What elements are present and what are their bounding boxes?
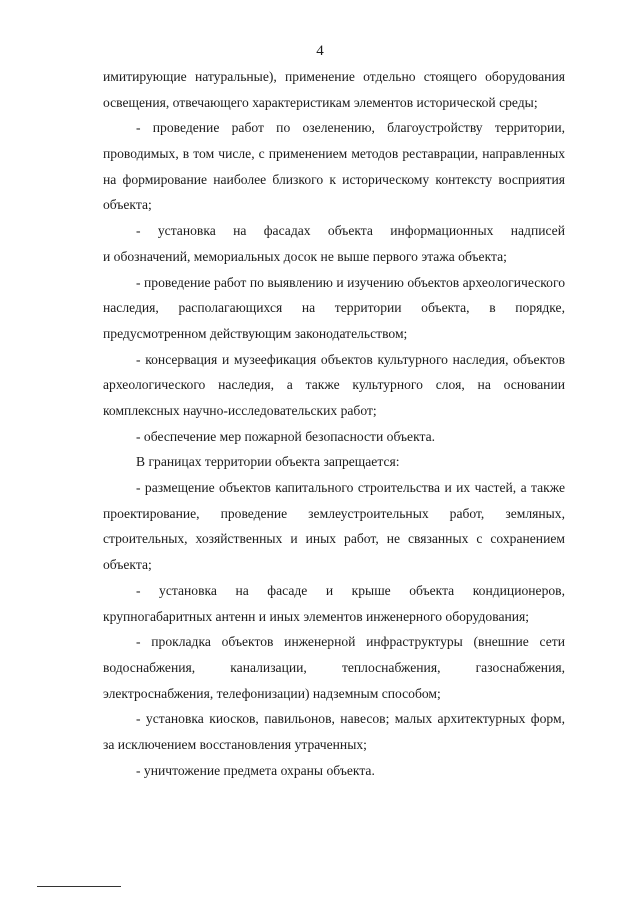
text-line: и обозначений, мемориальных досок не выше первого этажа объекта;: [103, 248, 507, 264]
text-line: - проведение работ по выявлению и изучению объектов археологического: [136, 274, 565, 290]
text-line: строительных, хозяйственных и иных работ, не связанных с сохранением: [103, 531, 565, 547]
text-line: водоснабжения, канализации, теплоснабжения, газоснабжения,: [103, 659, 565, 675]
text-line: - проведение работ по озеленению, благоустройству территории,: [136, 120, 565, 136]
text-line: В границах территории объекта запрещается:: [136, 454, 400, 470]
document-body: [103, 64, 565, 783]
text-line: - уничтожение предмета охраны объекта.: [136, 762, 375, 778]
text-line: - установка на фасадах объекта информационных надписей: [136, 223, 565, 239]
text-line: - установка на фасаде и крыше объекта кондиционеров,: [136, 582, 565, 598]
text-line: крупногабаритных антенн и иных элементов инженерного оборудования;: [103, 608, 530, 624]
text-line: - консервация и музеефикация объектов культурного наследия, объектов: [136, 351, 565, 367]
text-line: предусмотренном действующим законодательством;: [103, 325, 408, 341]
footer-rule: [37, 886, 121, 887]
text-line: объекта;: [103, 197, 152, 213]
page-number: 4: [316, 43, 324, 59]
text-line: - прокладка объектов инженерной инфраструктуры (внешние сети: [136, 634, 565, 650]
text-line: - установка киосков, павильонов, навесов; малых архитектурных форм,: [136, 711, 565, 727]
text-line: электроснабжения, телефонизации) надземным способом;: [103, 685, 441, 701]
text-line: комплексных научно-исследовательских работ;: [103, 403, 377, 418]
text-line: археологического наследия, а также культурного слоя, на основании: [103, 377, 565, 393]
text-line: - обеспечение мер пожарной безопасности объекта.: [136, 428, 436, 444]
text-line: - размещение объектов капитального строительства и их частей, а также: [136, 480, 565, 496]
text-line: на формирование наиболее близкого к историческому контексту восприятия: [103, 171, 565, 187]
text-line: за исключением восстановления утраченных;: [103, 737, 367, 753]
text-line: освещения, отвечающего характеристикам элементов исторической среды;: [103, 94, 538, 110]
text-line: проводимых, в том числе, с применением методов реставрации, направленных: [103, 146, 565, 162]
text-line: объекта;: [103, 557, 152, 573]
text-line: наследия, располагающихся на территории объекта, в порядке,: [103, 300, 565, 316]
text-line: имитирующие натуральные), применение отдельно стоящего оборудования: [103, 69, 565, 84]
text-line: проектирование, проведение землеустроительных работ, земляных,: [103, 505, 565, 521]
